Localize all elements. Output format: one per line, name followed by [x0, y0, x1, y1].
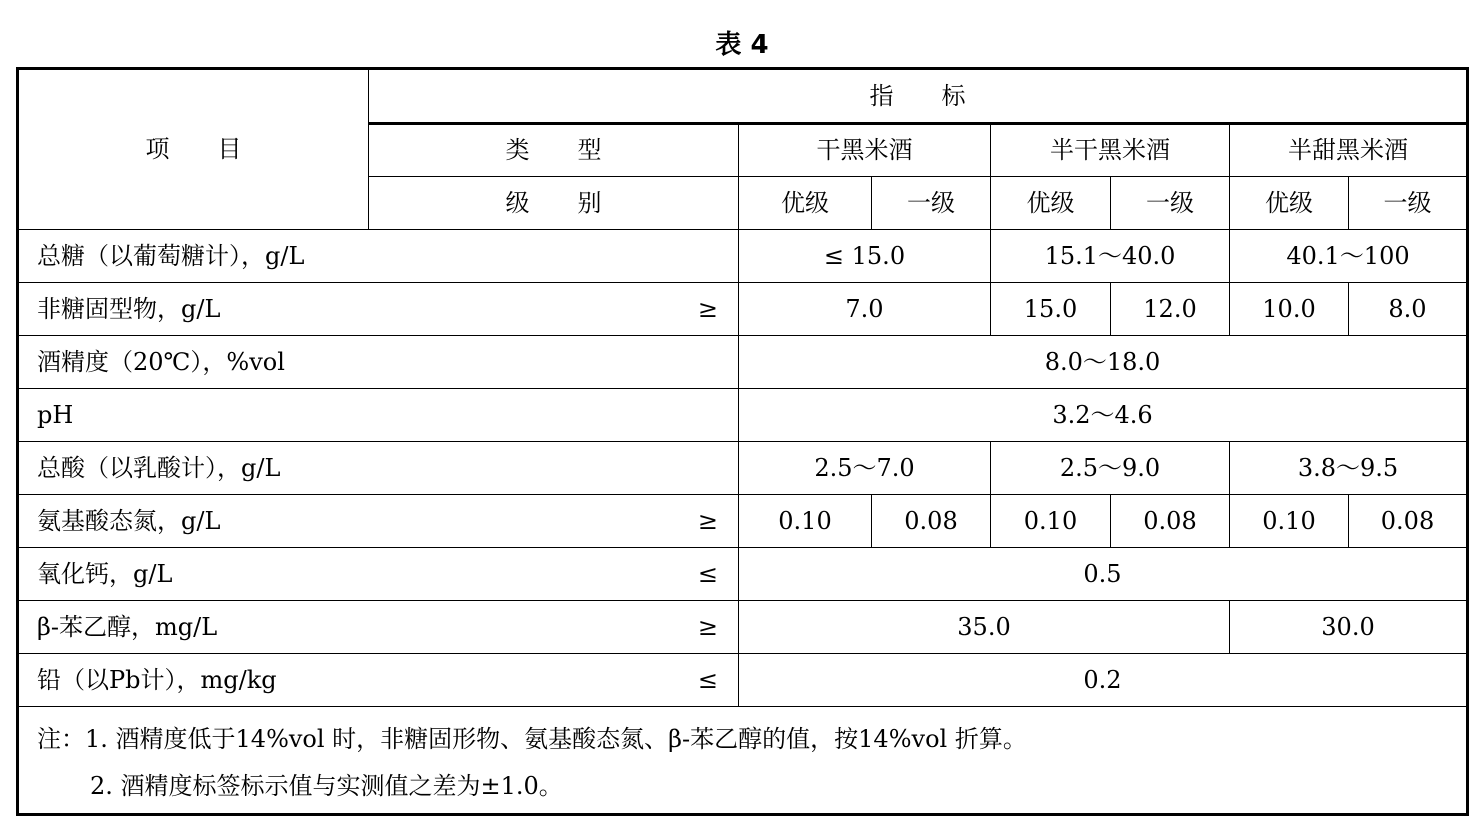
row-label-non-sugar-solids [18, 283, 739, 336]
header-grade-label: 级 别 [369, 177, 739, 230]
table-row [18, 283, 1468, 336]
value-cell: 8.0～18.0 [739, 336, 1468, 389]
header-type-semi-sweet: 半甜黑米酒 [1230, 124, 1468, 177]
table-notes [18, 707, 1468, 815]
value-cell: 30.0 [1230, 601, 1468, 654]
value-cell: 12.0 [1111, 283, 1230, 336]
table-row [18, 654, 1468, 707]
less-equal-symbol: ≤ [697, 665, 718, 694]
row-label-ph [18, 389, 739, 442]
row-label-text: 非糖固型物，g/L [37, 294, 221, 323]
value-cell: 0.5 [739, 548, 1468, 601]
greater-equal-symbol: ≥ [697, 506, 718, 535]
note-line-2: 2. 酒精度标签标示值与实测值之差为±1.0。 [90, 772, 563, 800]
row-label-text: 氨基酸态氮，g/L [37, 506, 221, 535]
value-cell: ≤ 15.0 [739, 230, 991, 283]
value-cell: 3.2～4.6 [739, 389, 1468, 442]
row-label-text: 总酸（以乳酸计），g/L [37, 453, 281, 482]
value-cell: 3.8～9.5 [1230, 442, 1468, 495]
less-equal-symbol: ≤ [697, 559, 718, 588]
grade-cell: 优级 [1230, 177, 1349, 230]
table-row [18, 442, 1468, 495]
greater-equal-symbol: ≥ [697, 612, 718, 641]
grade-cell: 优级 [991, 177, 1111, 230]
row-label-total-sugar [18, 230, 739, 283]
table-row [18, 548, 1468, 601]
value-cell: 0.10 [739, 495, 872, 548]
value-cell: 0.2 [739, 654, 1468, 707]
value-cell: 0.08 [1349, 495, 1468, 548]
value-cell: 2.5～7.0 [739, 442, 991, 495]
value-cell: 0.10 [1230, 495, 1349, 548]
value-cell: 0.08 [872, 495, 991, 548]
value-cell: 0.10 [991, 495, 1111, 548]
table-row [18, 495, 1468, 548]
greater-equal-symbol: ≥ [697, 294, 718, 323]
table-row [18, 336, 1468, 389]
table-caption: 表 4 [715, 30, 769, 60]
table-row [18, 230, 1468, 283]
row-label-text: 氧化钙，g/L [37, 559, 173, 588]
row-label-calcium-oxide [18, 548, 739, 601]
value-cell: 8.0 [1349, 283, 1468, 336]
row-label-text: β-苯乙醇，mg/L [37, 612, 218, 641]
row-label-text: 铅（以Pb计），mg/kg [37, 665, 277, 694]
value-cell: 15.0 [991, 283, 1111, 336]
row-label-text: pH [37, 400, 74, 429]
value-cell: 35.0 [739, 601, 1230, 654]
grade-cell: 一级 [872, 177, 991, 230]
row-label-text: 酒精度（20℃），%vol [37, 347, 285, 376]
row-label-text: 总糖（以葡萄糖计），g/L [37, 241, 305, 270]
table-row [18, 601, 1468, 654]
table-row [18, 389, 1468, 442]
row-label-phenylethanol [18, 601, 739, 654]
header-indicator: 指 标 [369, 69, 1468, 124]
row-label-lead [18, 654, 739, 707]
header-type-semi-dry: 半干黑米酒 [991, 124, 1230, 177]
row-label-total-acid [18, 442, 739, 495]
value-cell: 10.0 [1230, 283, 1349, 336]
grade-cell: 优级 [739, 177, 872, 230]
value-cell: 40.1～100 [1230, 230, 1468, 283]
header-type-dry: 干黑米酒 [739, 124, 991, 177]
header-type-label: 类 型 [369, 124, 739, 177]
spec-table [16, 67, 1469, 816]
value-cell: 0.08 [1111, 495, 1230, 548]
header-item: 项 目 [18, 69, 369, 230]
value-cell: 7.0 [739, 283, 991, 336]
value-cell: 15.1～40.0 [991, 230, 1230, 283]
value-cell: 2.5～9.0 [991, 442, 1230, 495]
row-label-amino-nitrogen [18, 495, 739, 548]
grade-cell: 一级 [1349, 177, 1468, 230]
grade-cell: 一级 [1111, 177, 1230, 230]
row-label-alcohol [18, 336, 739, 389]
note-line-1: 注：1. 酒精度低于14%vol 时，非糖固形物、氨基酸态氮、β-苯乙醇的值，按14%vol 折算。 [37, 725, 1027, 753]
